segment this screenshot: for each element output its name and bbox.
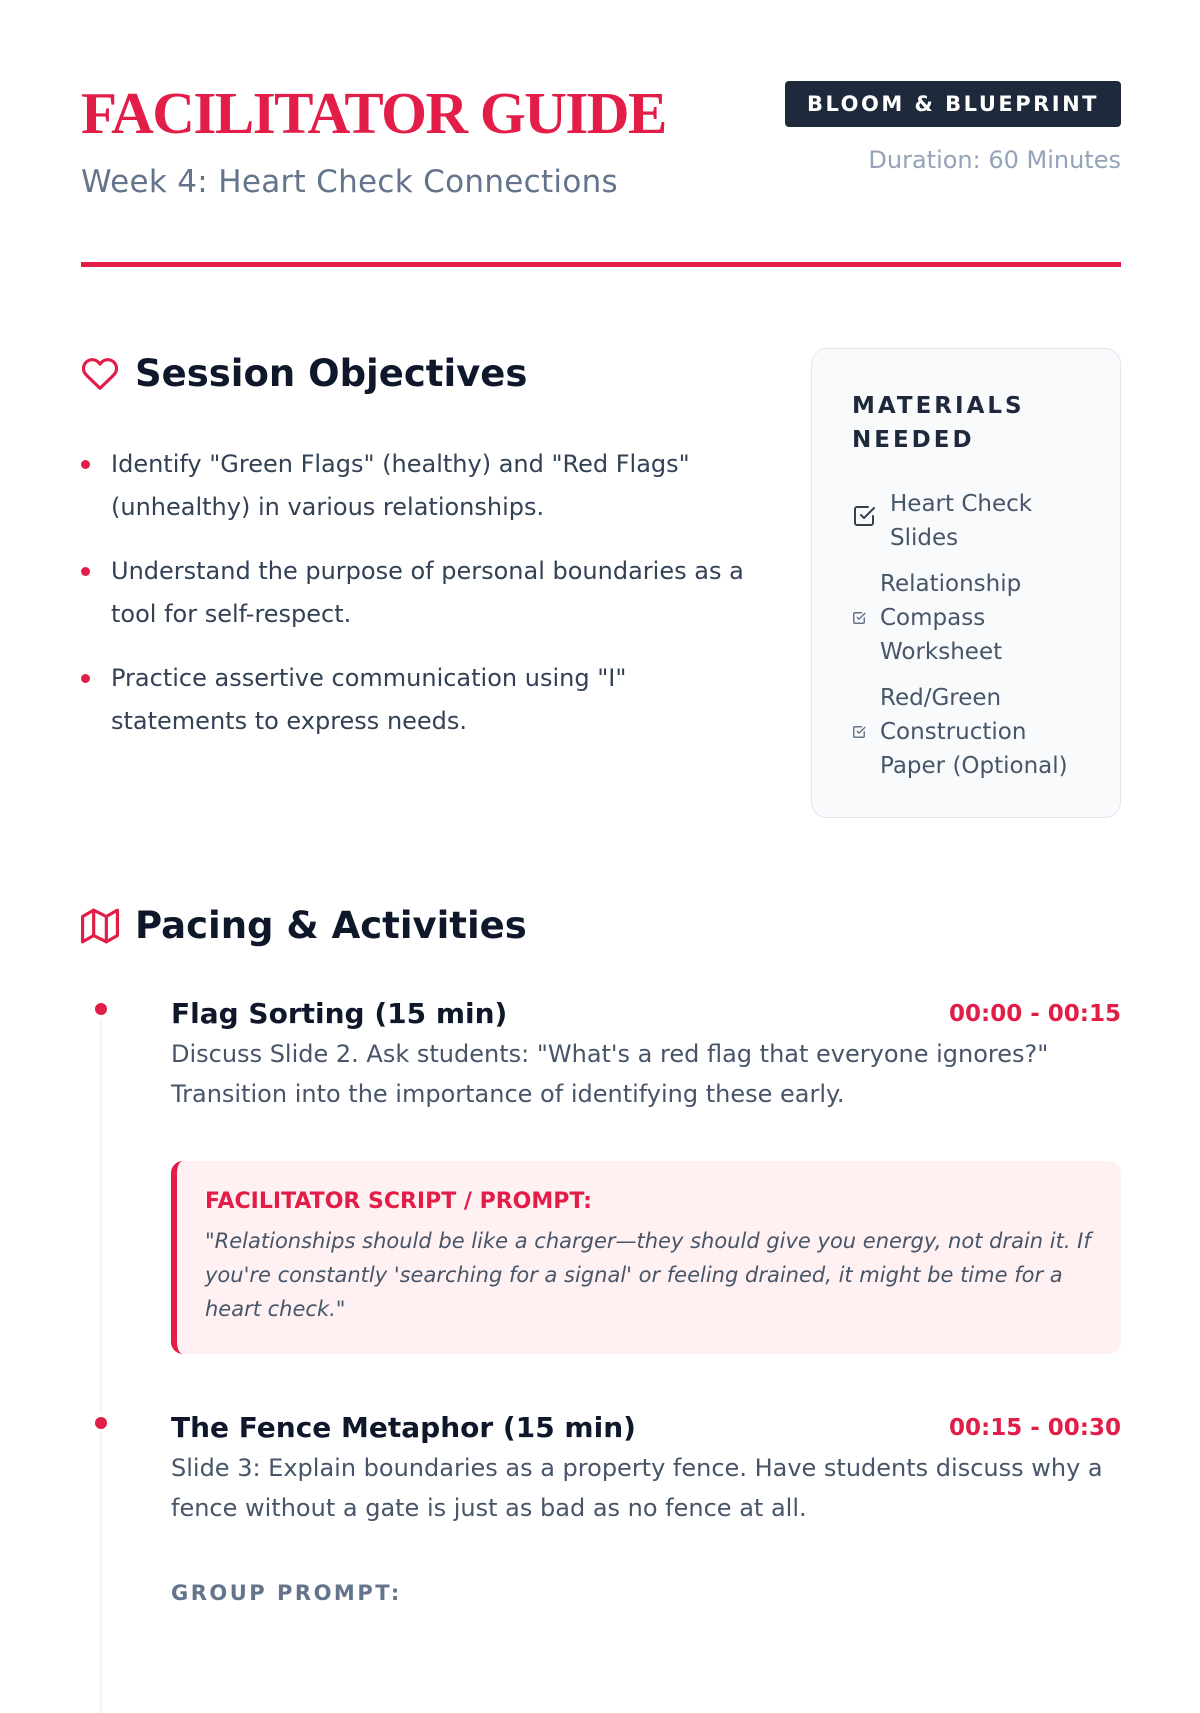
material-text: Red/Green Construction Paper (Optional) (880, 685, 1068, 779)
materials-list (852, 487, 1084, 783)
objectives-list (81, 443, 761, 743)
materials-card (811, 348, 1121, 818)
materials-heading: MATERIALS NEEDED (852, 393, 1025, 453)
facilitator-script-box (171, 1161, 1121, 1354)
material-item (852, 681, 1084, 783)
brand-badge: BLOOM & BLUEPRINT (785, 81, 1121, 127)
pacing-section (81, 904, 1121, 947)
group-prompt-label: GROUP PROMPT: (171, 1581, 402, 1605)
activity-title: Flag Sorting (15 min) (171, 997, 508, 1030)
session-objectives-section (81, 352, 761, 764)
objective-text: Practice assertive communication using "I" statements to express needs. (111, 664, 627, 735)
objective-text: Understand the purpose of personal boundaries as a tool for self-respect. (111, 557, 744, 628)
page-subtitle: Week 4: Heart Check Connections (81, 164, 619, 200)
bullet-dot (81, 567, 90, 576)
bullet-dot (81, 674, 90, 683)
material-text: Heart Check Slides (890, 491, 1033, 551)
checkbox-icon (852, 715, 866, 749)
objective-item (81, 443, 761, 529)
guide-header (81, 0, 1121, 270)
bullet-dot (81, 460, 90, 469)
session-objectives-heading-text: Session Objectives (135, 352, 528, 395)
timeline-dot (95, 1417, 107, 1429)
timeline-line (100, 1013, 102, 1713)
heart-icon (81, 355, 119, 393)
activity-time-range: 00:15 - 00:30 (949, 1415, 1121, 1441)
header-divider (81, 262, 1121, 267)
activity-description: Slide 3: Explain boundaries as a property fence. Have students discuss why a fence without a gate is just as bad as no fence at all. (171, 1454, 1103, 1522)
objective-text: Identify "Green Flags" (healthy) and "Red Flags" (unhealthy) in various relationships. (111, 450, 690, 521)
material-text: Relationship Compass Worksheet (880, 571, 1022, 665)
page-title: FACILITATOR GUIDE (81, 80, 666, 146)
checkbox-icon (852, 504, 876, 538)
activity-description: Discuss Slide 2. Ask students: "What's a red flag that everyone ignores?" Transition into the importance of identifying these early. (171, 1040, 1049, 1108)
session-objectives-heading (81, 352, 761, 395)
material-item (852, 567, 1084, 669)
duration-label: Duration: 60 Minutes (868, 146, 1121, 174)
script-label: FACILITATOR SCRIPT / PROMPT: (205, 1189, 592, 1214)
map-icon (81, 907, 119, 945)
pacing-heading-text: Pacing & Activities (135, 904, 527, 947)
checkbox-icon (852, 601, 866, 635)
objective-item (81, 657, 761, 743)
activity-time-range: 00:00 - 00:15 (949, 1001, 1121, 1027)
objective-item (81, 550, 761, 636)
facilitator-guide-page (81, 0, 1121, 1605)
script-text: "Relationships should be like a charger—they should give you energy, not drain it. If you're constantly 'searching for a signal' or feeling drained, it might be time for a heart check." (205, 1229, 1091, 1321)
material-item (852, 487, 1084, 555)
timeline-dot (95, 1003, 107, 1015)
pacing-heading (81, 904, 1121, 947)
activity-title: The Fence Metaphor (15 min) (171, 1411, 636, 1444)
